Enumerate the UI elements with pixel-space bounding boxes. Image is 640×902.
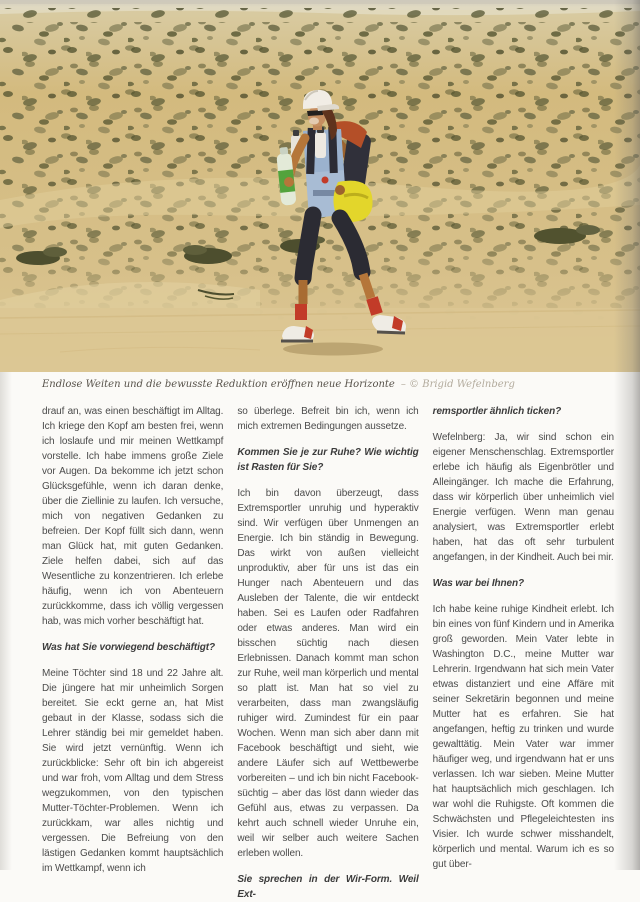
paragraph: Ich bin davon überzeugt, dass Extremsportler unruhig und hyperaktiv sind. Wir verfügen über Unmengen an Energie. Ich bin ständig in Bewegung. Das wirkt von außen vielleicht unproduktiv, aber für uns ist das ein Hunger nach Abenteuern und das Ausleben der Talente, die wir entdeckt haben. Sei es Laufen oder Radfahren oder etwas anderes. Man wird ein bisschen süchtig nach diesen Erlebnissen. Danach kommt man schon zur Ruhe, weil man körperlich und mental so platt ist. Man hat so viel zu verarbeiten, dass man zwangsläufig ruhiger wird. Zumindest für ein paar Wochen. Wenn man sich aber dann mit Facebook beschäftigt und sieht, wie andere Läufer sich auf Wettbewerbe vorbereiten – und ich bin nicht Facebook-süchtig – aber das löst dann wieder das Gefühl aus, etwas zu verpassen. Da kehrt auch schnell wieder Unruhe ein, weil wir selber auch weitere Sachen erleben wollen. — [237, 488, 419, 859]
scan-edge-left — [0, 372, 12, 870]
interview-question-heading: remsportler ähnlich ticken? — [432, 406, 562, 417]
text-column-3 — [433, 404, 614, 870]
paragraph: Ich habe keine ruhige Kindheit erlebt. Ich bin eines von fünf Kindern und in Amerika groß geworden. Mein Vater lebte in Washington D.C., meine Mutter war Lehrerin. Irgendwann hat sich mein Vater etwas distanziert und eine Affäre mit seiner Sekretärin begonnen und meine Mutter hat es erfahren. Sie hat angefangen, heftig zu trinken und wurde gewalttätig. Mein Vater war immer häufiger weg, und irgendwann hat er uns verlassen. Ich war sieben. Meine Mutter hat hauptsächlich mich geschlagen. Ich war wohl die Ruhigste. Oft kommen die Schwächsten und Pflegeleichtesten ins Visier. Ich wurde schwer misshandelt, körperlich und mental. Warum ich es so gut über- — [432, 604, 614, 870]
photo-caption — [42, 379, 614, 390]
interview-question-heading: Sie sprechen in der Wir-Form. Weil Ext- — [237, 874, 419, 900]
paragraph: Meine Töchter sind 18 und 22 Jahre alt. Die jüngere hat mir unheimlich Sorgen bereitet. Sie eckt gerne an, hat Mist gebaut in der Klasse, sodass sich die Lehrer ständig bei mir gemeldet haben. Sie wird jetzt vernünftig. Wenn ich zurückblicke: Sehr oft bin ich abgereist und war froh, vom Alltag und dem Stress wegzukommen, von den typischen Mutter-Töchter-Problemen. Wenn ich zurückkam, war alles nichtig und vergessen. Die Befreiung von den lästigen Gedanken kommt hauptsächlich im Wettkampf, wenn ich — [42, 668, 224, 874]
interview-question-heading: Was war bei Ihnen? — [432, 578, 525, 589]
text-column-1 — [42, 404, 224, 874]
article-body — [42, 404, 614, 900]
paragraph: drauf an, was einen beschäftigt im Alltag. Ich kriege den Kopf am besten frei, wenn ich loslaufe und mir meinen Wettkampf vorstelle. Ich habe immens große Ziele vor Augen. Da bekomme ich jetzt schon Glücksgefühle, wenn ich daran denke, über die Ziellinie zu laufen. Ich versuche, mich von negativen Gedanken zu befreien. Der Kopf füllt sich dann, wenn man Glück hat, mit guten Gedanken. Ziele helfen dabei, sich auf das Wesentliche zu konzentrieren. Ich erlebe häufig, wenn ich von Abenteuern zurückkomme, dass ich völlig vergessen hab, was mich vorher beschäftigt hat. — [42, 406, 224, 627]
caption-text: Endlose Weiten und die bewusste Reduktion eröffnen neue Horizonte — [42, 379, 395, 390]
interview-question-heading: Kommen Sie je zur Ruhe? Wie wichtig ist Rasten für Sie? — [237, 447, 419, 473]
photo-credit: – © Brigid Wefelnberg — [400, 379, 515, 390]
desert-runner-photo — [0, 0, 640, 372]
paragraph: Wefelnberg: Ja, wir sind schon ein eigener Menschenschlag. Extremsportler erlebe ich häufig als Eigenbrötler und Alleingänger. Ich mache die Erfahrung, dass wir körperlich über unheimlich viel Energie verfügen. Wenn man genau analysiert, was Extremsportler erlebt haben, hat das oft sehr turbulent angefangen, in der Kindheit. Auch bei mir. — [432, 432, 614, 563]
desert-scene-illustration — [0, 0, 640, 372]
interview-question-heading: Was hat Sie vorwiegend beschäftigt? — [42, 642, 216, 653]
paragraph: so überlege. Befreit bin ich, wenn ich mich extremen Bedingungen aussetze. — [237, 406, 419, 432]
text-column-2 — [237, 404, 419, 900]
